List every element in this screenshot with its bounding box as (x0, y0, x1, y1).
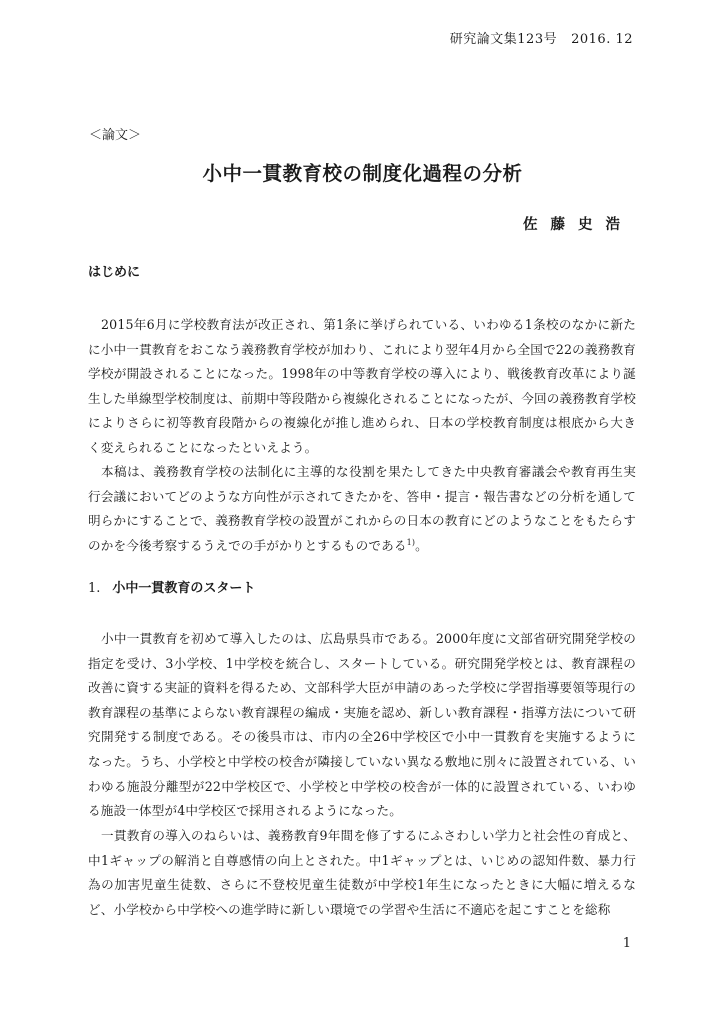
footnote-mark: 1) (406, 537, 416, 547)
paragraph-section1-1: 小中一貫教育を初めて導入したのは、広島県呉市である。2000年度に文部省研究開発学校の指定を受け、3小学校、1中学校を統合し、スタートしている。研究開発学校とは、教育課程の改善に資する実証的資料を得るため、文部科学大臣が申請のあった学校に学習指導要領等現行の教育課程の基準によらない教育課程の編成・実施を認め、新しい教育課程・指導方法について研究開発する制度である。その後呉市は、市内の全26中学校区で小中一貫教育を実施するようになった。うち、小学校と中学校の校舎が隣接していない異なる敷地に別々に設置されている、いわゆる施設分離型が22中学校区で、小学校と中学校の校舎が一体的に設置されている、いわゆる施設一体型が4中学校区で採用されるようになった。 (88, 631, 636, 819)
section-heading-1 (88, 577, 255, 596)
page-number: 1 (622, 936, 631, 951)
running-header (450, 28, 633, 47)
section-number: 1. (88, 581, 101, 596)
journal-name: 研究論文集123号 (449, 32, 558, 47)
section-heading-intro: はじめに (88, 265, 141, 280)
paragraph-intro-2-text: 本稿は、義務教育学校の法制化に主導的な役割を果たしてきた中央教育審議会や教育再生実行会議においてどのような方向性が示されてきたかを、答申・提言・報告書などの分析を通して明らかにすることで、義務教育学校の設置がこれからの日本の教育にどのようなことをもたらすのかを今後考察するうえでの手がかりとするものである (88, 464, 636, 553)
paragraph-intro-1: 2015年6月に学校教育法が改正され、第1条に挙げられている、いわゆる1条校のなかに新たに小中一貫教育をおこなう義務教育学校が加わり、これにより翌年4月から全国で22の義務教育学校が開設されることになった。1998年の中等教育学校の導入により、戦後教育改革により誕生した単線型学校制度は、前期中等段階から複線化されることになったが、今回の義務教育学校によりさらに初等教育段階からの複線化が推し進められ、日本の学校教育制度は根底から大きく変えられることになったといえよう。 (88, 317, 636, 455)
paragraph-intro-2 (88, 460, 636, 558)
article-type-label: ＜論文＞ (89, 128, 142, 143)
article-title: 小中一貫教育校の制度化過程の分析 (202, 162, 523, 185)
paragraph-intro-2-end: 。 (415, 537, 428, 553)
author-name: 佐藤史浩 (523, 216, 633, 233)
section-title: 小中一貫教育のスタート (112, 581, 256, 596)
paragraph-section1-2: 一貫教育の導入のねらいは、義務教育9年間を修了するにふさわしい学力と社会性の育成と、中1ギャップの解消と自尊感情の向上とされた。中1ギャップとは、いじめの認知件数、暴力行為の加害児童生徒数、さらに不登校児童生徒数が中学校1年生になったときに大幅に増えるなど、小学校から中学校への進学時に新しい環境での学習や生活に不適応を起こすことを総称 (88, 828, 636, 917)
issue-date: 2016. 12 (571, 32, 633, 47)
